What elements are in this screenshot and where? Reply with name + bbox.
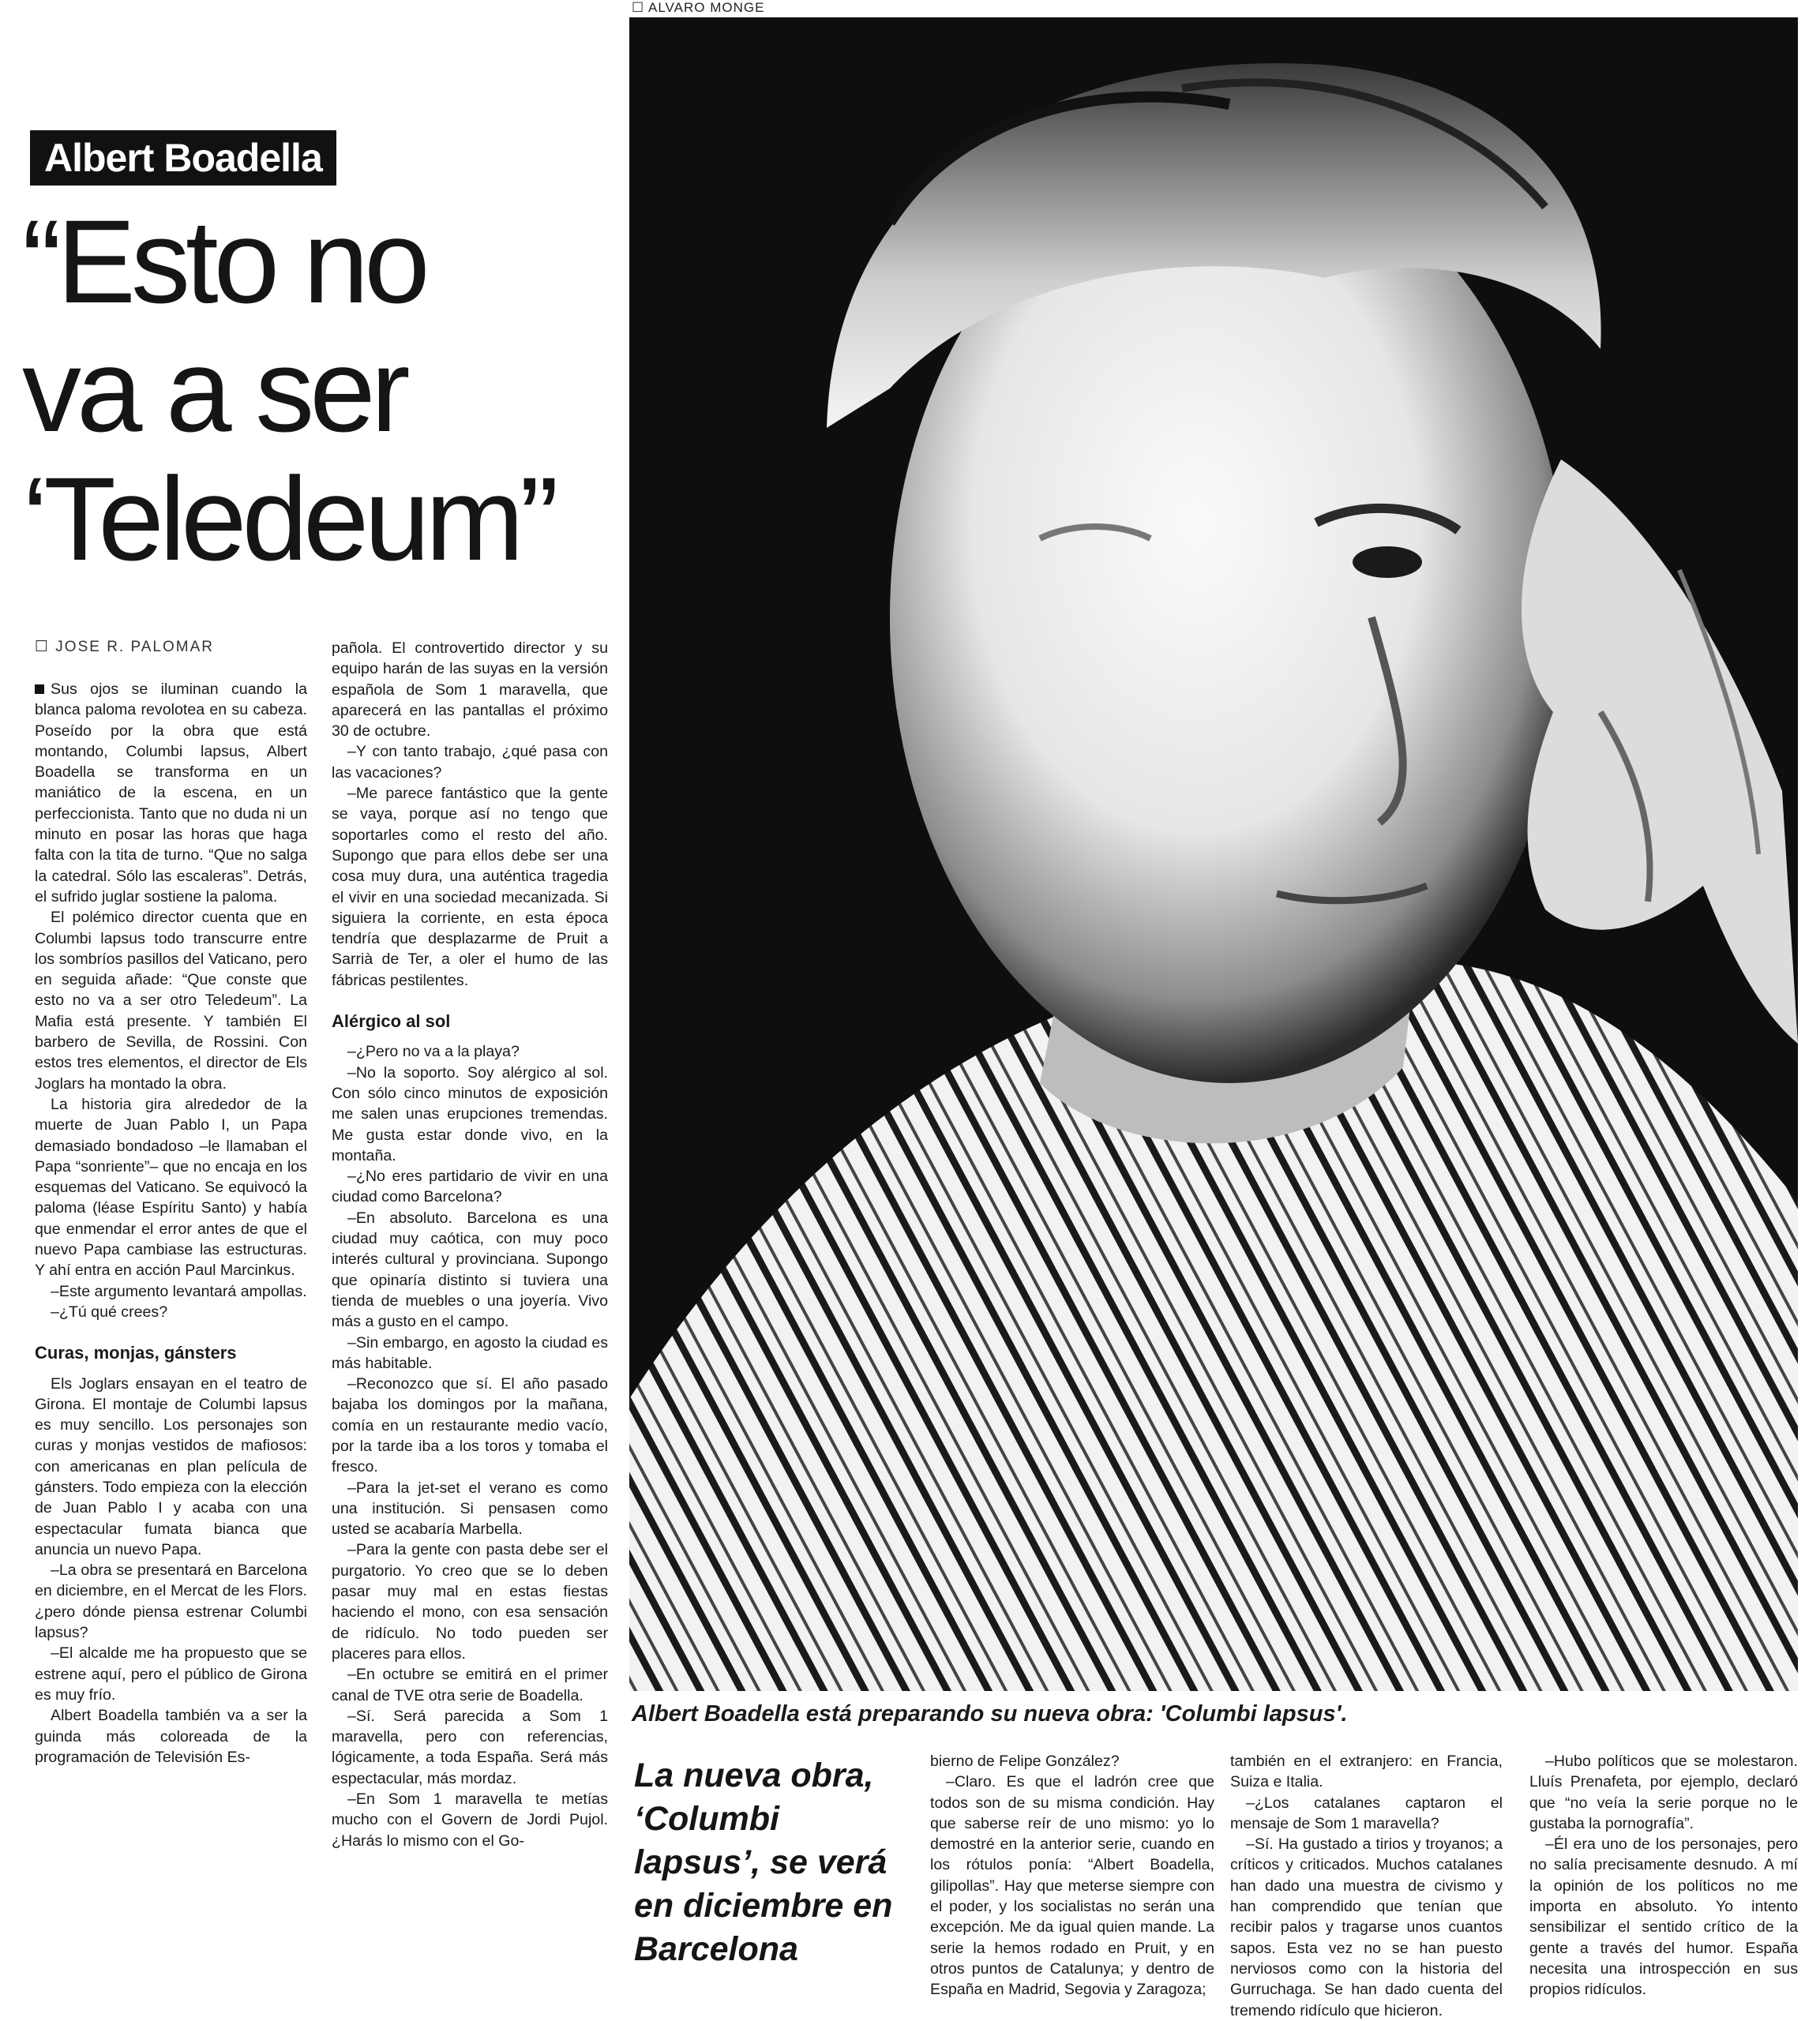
pull-quote: La nueva obra, ‘Columbi lapsus’, se verá en diciembre en Barcelona	[634, 1757, 893, 1968]
portrait-illustration	[629, 17, 1798, 1691]
paragraph: Albert Boadella también va a ser la guinda más coloreada de la programación de Televisión Es-	[35, 1707, 307, 1766]
subheading: Curas, monjas, gánsters	[35, 1343, 237, 1363]
kicker-label: Albert Boadella	[30, 130, 336, 186]
paragraph: pañola. El controvertido director y su equipo harán de las suyas en la versión española de Som 1 maravella, que aparecerá en las pantallas el próximo 30 de octubre.	[332, 639, 608, 741]
paragraph: también en el extranjero: en Francia, Suiza e Italia.	[1230, 1753, 1503, 1791]
headline-line-2: va a ser	[22, 324, 406, 456]
paragraph: –Reconozco que sí. El año pasado bajaba los domingos por la mañana, comía en un restaurante medio vacío, por la tarde iba a los toros y tomaba el fresco.	[332, 1375, 608, 1476]
headline-line-1: “Esto no	[22, 195, 426, 328]
paragraph: –Él era uno de los personajes, pero no salía precisamente desnudo. A mí la opinión de los políticos no me importa en absoluto. Yo intento sensibilizar el sentido crítico de la gente a través del humor. España necesita una introspección en sus propios ridículos.	[1529, 1835, 1798, 1999]
paragraph: –Claro. Es que el ladrón cree que todos son de su misma condición. Hay que saberse reír de uno mismo: yo lo demostré en la anterior serie, cuando en los rótulos ponía: “Albert Boadella, gilipollas”. Hay que meterse siempre con el poder, y los socialistas no serán una excepción. Me da igual quien mande. La serie la hemos rodado en Pruit, y en otros puntos de Catalunya; y dentro de España en Madrid, Segovia y Zaragoza;	[930, 1773, 1214, 1999]
paragraph: –Para la gente con pasta debe ser el purgatorio. Yo creo que se lo deben pasar muy mal en estas fiestas haciendo el mono, con esa sensación de ridículo. No todo pueden ser placeres para ellos.	[332, 1541, 608, 1663]
paragraph: –Y con tanto trabajo, ¿qué pasa con las vacaciones?	[332, 743, 608, 782]
paragraph: –Sí. Ha gustado a tirios y troyanos; a críticos y criticados. Muchos catalanes han dado una muestra de civismo y han comprendido que tenían que recibir palos y tragarse unos cuantos sapos. Esta vez no se han puesto nerviosos como con la historia del Gurruchaga. Se han dado cuenta del tremendo ridículo que hicieron.	[1230, 1835, 1503, 2019]
text-column-5	[1529, 1751, 1798, 2000]
paragraph: –En absoluto. Barcelona es una ciudad muy caótica, con muy poco interés cultural y provinciana. Supongo que opinaría distinto si tuviera una tienda de muebles o una joyería. Vivo más a gusto en el campo.	[332, 1209, 608, 1331]
photo-caption: Albert Boadella está preparando su nueva obra: 'Columbi lapsus'.	[632, 1701, 1348, 1727]
subheading: Alérgico al sol	[332, 1011, 451, 1032]
paragraph: –Hubo políticos que se molestaron. Lluís Prenafeta, por ejemplo, declaró que “no veía la serie porque no le gustaba la pornografía”.	[1529, 1753, 1798, 1832]
paragraph: –En Som 1 maravella te metías mucho con el Govern de Jordi Pujol. ¿Harás lo mismo con el Go-	[332, 1790, 608, 1850]
paragraph: –El alcalde me ha propuesto que se estrene aquí, pero el público de Girona es muy frío.	[35, 1644, 307, 1704]
paragraph: El polémico director cuenta que en Columbi lapsus todo transcurre entre los sombríos pasillos del Vaticano, pero en seguida añade: “Que conste que esto no va a ser otro Teledeum”. La Mafia está presente. Y también El barbero de Sevilla, de Rossini. Con estos tres elementos, el director de Els Joglars ha montado la obra.	[35, 909, 307, 1093]
paragraph-text: Sus ojos se iluminan cuando la blanca paloma revolotea en su cabeza. Poseído por la obra que está montando, Columbi lapsus, Albert Boadella se transforma en un maniático de la escena, en un perfeccionista. Tanto que no duda ni un minuto en posar las horas que haga falta con la tita de turno. “Que no salga la catedral. Sólo las escaleras”. Detrás, el sufrido juglar sostiene la paloma.	[35, 681, 307, 906]
headline-line-3: ‘Teledeum”	[22, 452, 554, 585]
text-column-2	[332, 638, 608, 1851]
paragraph: –¿No eres partidario de vivir en una ciudad como Barcelona?	[332, 1168, 608, 1206]
paragraph: –¿Los catalanes captaron el mensaje de Som 1 maravella?	[1230, 1794, 1503, 1832]
lead-square-icon	[35, 684, 44, 694]
paragraph: –Este argumento levantará ampollas.	[51, 1282, 307, 1300]
paragraph	[35, 679, 307, 907]
paragraph: –Me parece fantástico que la gente se vaya, porque así no tengo que soportarles como el resto del año. Supongo que para ellos debe ser una cosa muy dura, una auténtica tragedia el vivir en una sociedad mecanizada. Si siguiera la corriente, en esta época tendría que desplazarme de Pruit a Sarrià de Ter, a oler el humo de las fábricas pestilentes.	[332, 785, 608, 989]
paragraph: La historia gira alrededor de la muerte de Juan Pablo I, un Papa demasiado bondadoso –le llamaban el Papa “sonriente”– que no encaja en los esquemas del Vaticano. Se equivocó la paloma (léase Espíritu Santo) y había que enmendar el error antes de que el nuevo Papa cambiase las estructuras. Y ahí entra en acción Paul Marcinkus.	[35, 1095, 307, 1280]
paragraph: –Sí. Será parecida a Som 1 maravella, pero con referencias, lógicamente, a toda España. Será más espectacular, más mordaz.	[332, 1707, 608, 1787]
paragraph: –La obra se presentará en Barcelona en diciembre, en el Mercat de les Flors. ¿pero dónde piensa estrenar Columbi lapsus?	[35, 1562, 307, 1642]
paragraph: –En octubre se emitirá en el primer canal de TVE otra serie de Boadella.	[332, 1666, 608, 1704]
paragraph: –¿Pero no va a la playa?	[347, 1043, 520, 1061]
paragraph: –Para la jet-set el verano es como una institución. Si pensasen como usted se acabaría Marbella.	[332, 1479, 608, 1539]
paragraph: –Sin embargo, en agosto la ciudad es más habitable.	[332, 1333, 608, 1372]
portrait-photo	[629, 17, 1798, 1691]
photo-credit: ☐ ALVARO MONGE	[632, 0, 765, 15]
paragraph: bierno de Felipe González?	[930, 1753, 1120, 1770]
paragraph: Els Joglars ensayan en el teatro de Girona. El montaje de Columbi lapsus es muy sencillo. Los personajes son curas y monjas vestidos de mafiosos: con americanas en plan película de gánsters. Todo empieza con la elección de Juan Pablo I y acaba con una espectacular fumata bianca que anuncia un nuevo Papa.	[35, 1374, 307, 1558]
text-column-1	[35, 679, 307, 1768]
headline	[22, 197, 622, 583]
text-column-3	[930, 1751, 1214, 2000]
text-column-4	[1230, 1751, 1503, 2021]
paragraph: –No la soporto. Soy alérgico al sol. Con sólo cinco minutos de exposición me salen unas erupciones tremendas. Me gusta estar donde vivo, en la montaña.	[332, 1063, 608, 1164]
byline: ☐ JOSE R. PALOMAR	[35, 639, 214, 655]
paragraph: –¿Tú qué crees?	[51, 1303, 168, 1321]
